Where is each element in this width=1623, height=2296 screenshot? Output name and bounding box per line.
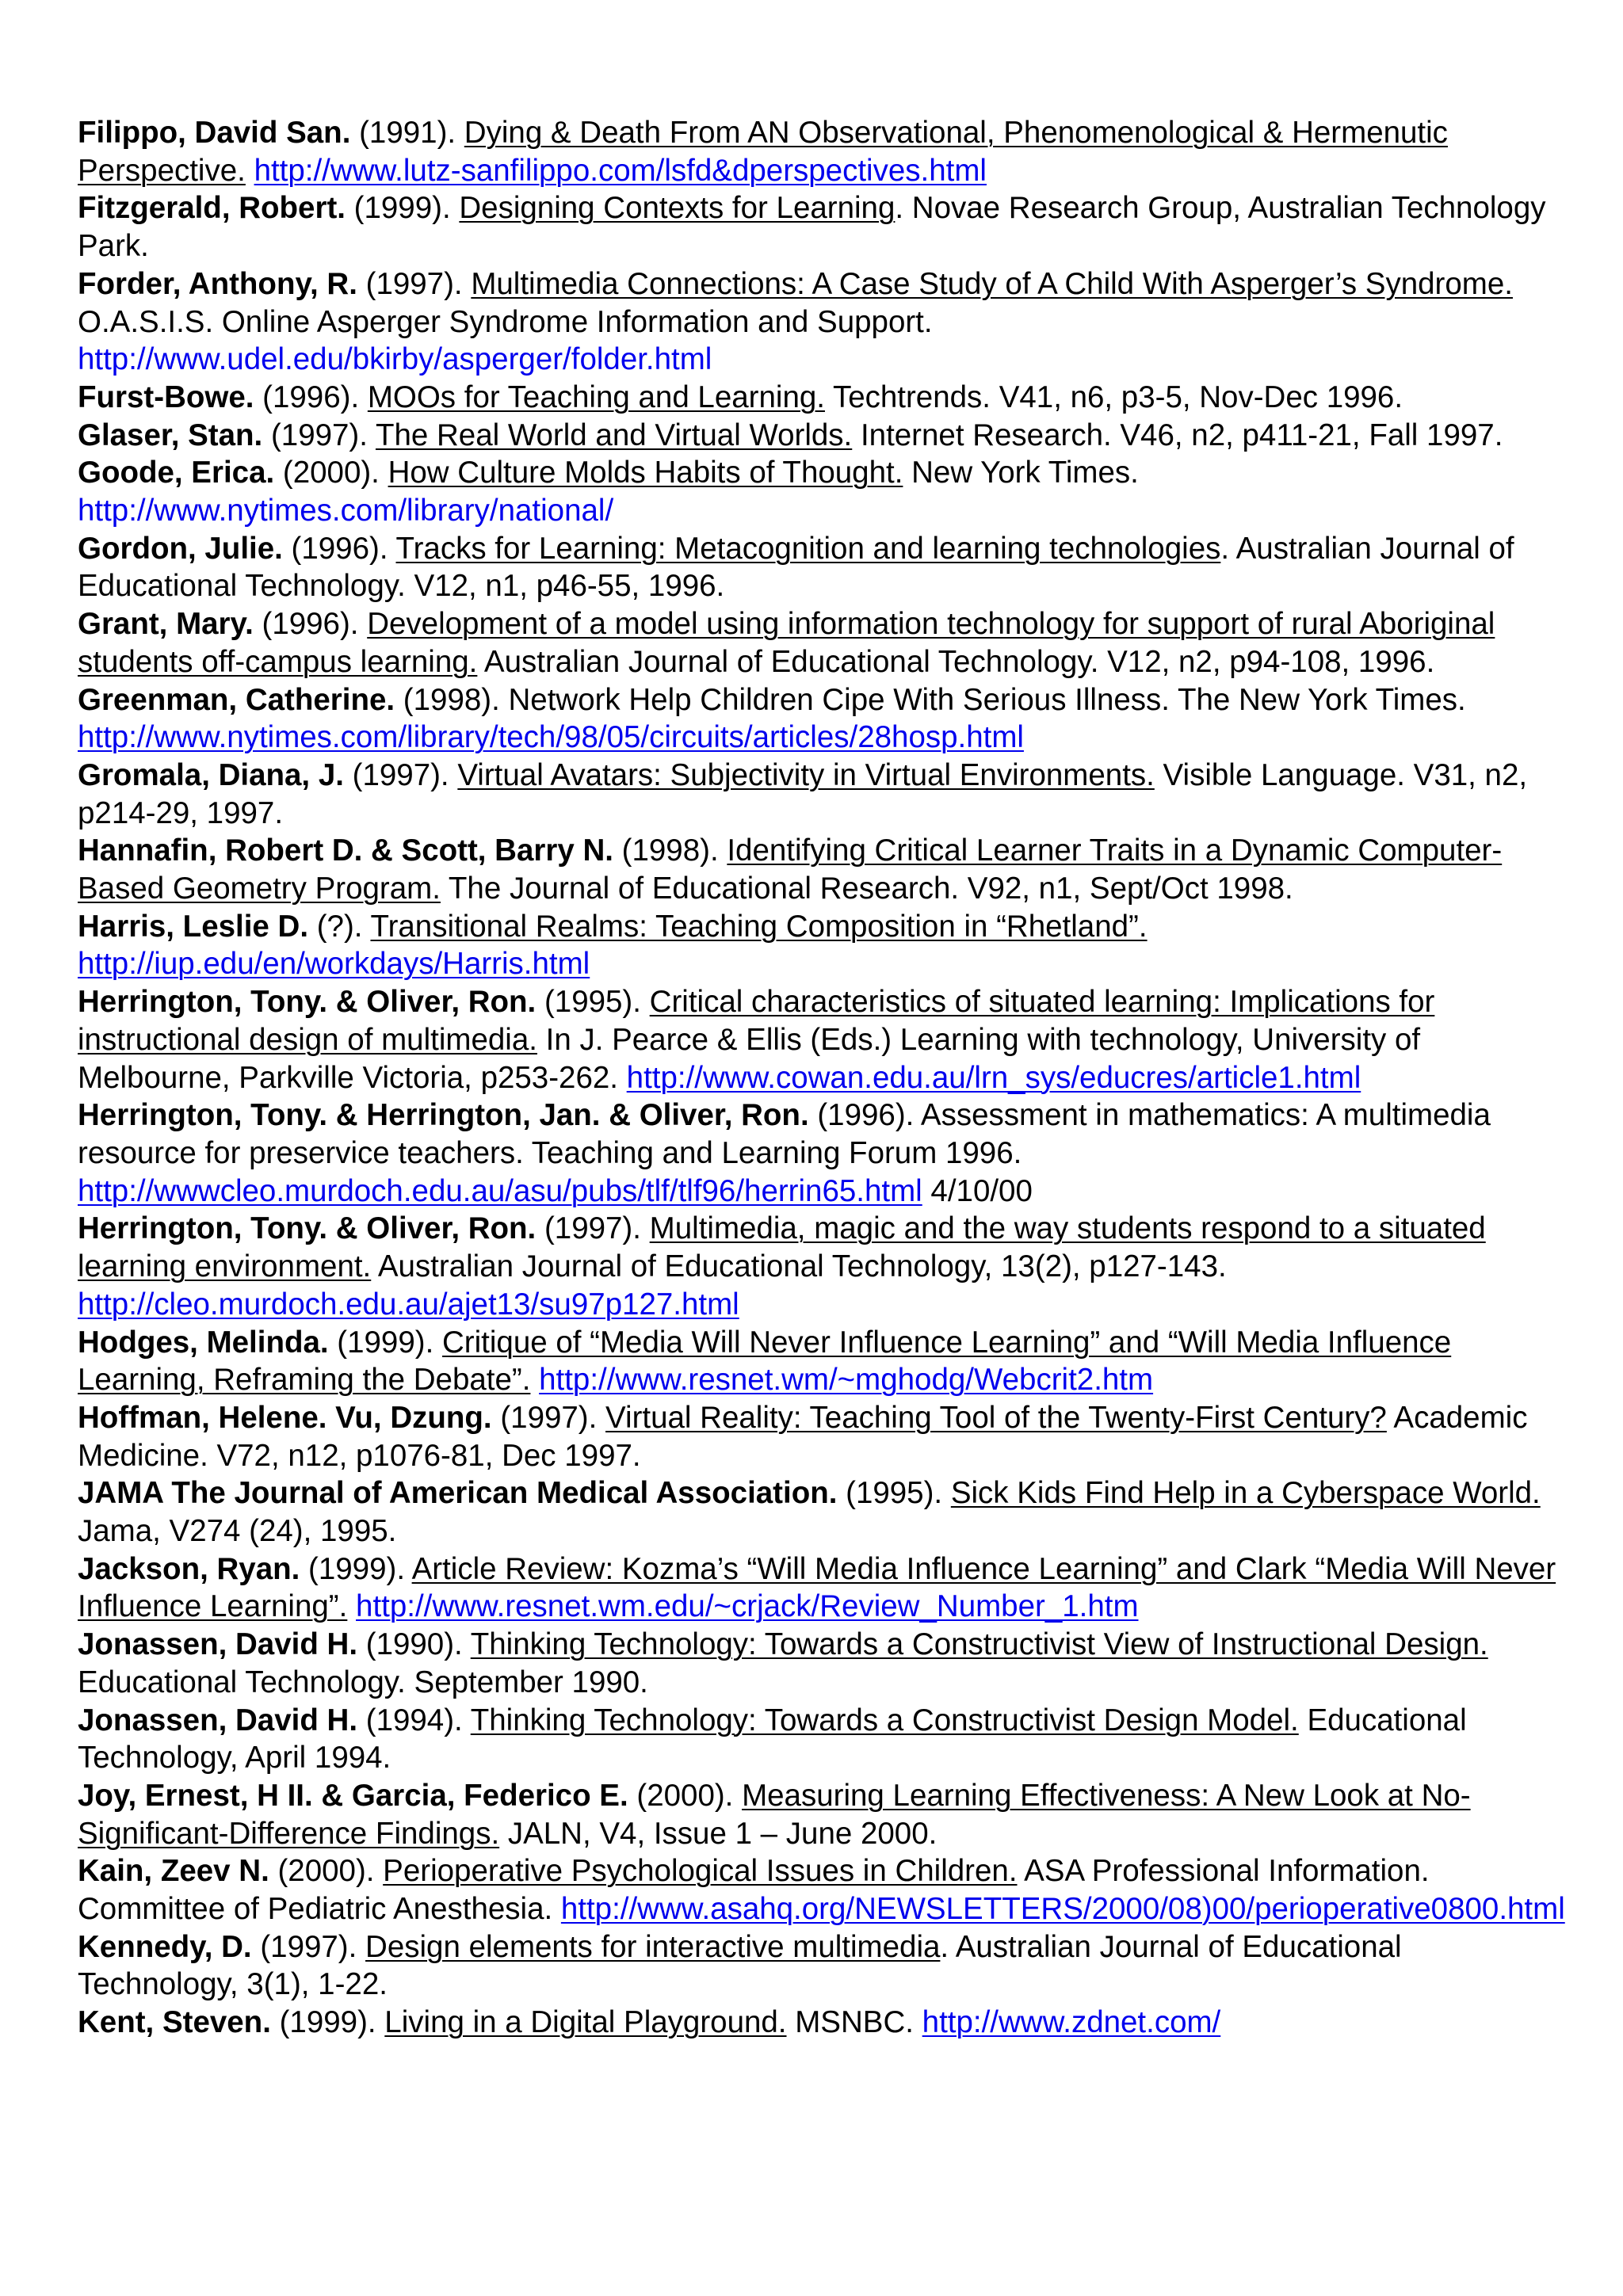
citation-text: (1999).: [328, 1325, 442, 1360]
citation-text: (1997).: [357, 266, 472, 301]
citation-title: Sick Kids Find Help in a Cyberspace World.: [950, 1476, 1541, 1511]
citation-title: MOOs for Teaching and Learning.: [367, 379, 825, 414]
reference-link[interactable]: http://iup.edu/en/workdays/Harris.html: [78, 947, 590, 982]
citation-text: Visible Language. V31, n2, p214-29, 1997.: [78, 757, 1528, 830]
citation-text: (1995).: [536, 985, 650, 1020]
reference-entry: [78, 681, 1568, 757]
citation-text: (1997).: [491, 1400, 606, 1435]
author-name: Grant, Mary.: [78, 607, 254, 642]
citation-text: [530, 1363, 539, 1397]
reference-link[interactable]: http://www.resnet.wm.edu/~crjack/Review_Number_1.htm: [356, 1589, 1139, 1624]
citation-text: [347, 1589, 356, 1623]
citation-text: (1999).: [300, 1551, 412, 1586]
citation-title: Multimedia Connections: A Case Study of A Child With Asperger’s Syndrome.: [471, 266, 1513, 301]
author-name: Forder, Anthony, R.: [78, 266, 357, 301]
author-name: Kent, Steven.: [78, 2005, 271, 2040]
citation-title: Measuring Learning Effectiveness: A New Look at No-Significant-Difference Findings.: [78, 1778, 1471, 1851]
citation-text: MSNBC.: [786, 2005, 922, 2040]
author-name: Furst-Bowe.: [78, 379, 254, 414]
reference-entry: [78, 1399, 1568, 1474]
reference-entry: [78, 908, 1568, 983]
citation-title: Designing Contexts for Learning: [459, 191, 896, 226]
author-name: Jonassen, David H.: [78, 1627, 358, 1662]
citation-title: Multimedia, magic and the way students respond to a situated learning environment.: [78, 1211, 1486, 1284]
citation-text: JALN, V4, Issue 1 – June 2000.: [499, 1816, 938, 1851]
author-name: Herrington, Tony. & Oliver, Ron.: [78, 1211, 537, 1246]
citation-title: How Culture Molds Habits of Thought.: [388, 456, 903, 490]
citation-title: Thinking Technology: Towards a Constructivist Design Model.: [470, 1703, 1299, 1737]
reference-link[interactable]: http://cleo.murdoch.edu.au/ajet13/su97p127.html: [78, 1287, 739, 1322]
reference-link[interactable]: http://www.nytimes.com/library/national/: [78, 494, 614, 528]
reference-entry: [78, 114, 1568, 189]
citation-title: Virtual Avatars: Subjectivity in Virtual Environments.: [457, 757, 1155, 792]
reference-entry: [78, 1777, 1568, 1852]
author-name: Filippo, David San.: [78, 116, 351, 150]
author-name: Gromala, Diana, J.: [78, 757, 344, 792]
author-name: Herrington, Tony. & Herrington, Jan. & Oliver, Ron.: [78, 1098, 809, 1133]
author-name: Glaser, Stan.: [78, 418, 263, 452]
reference-link[interactable]: http://wwwcleo.murdoch.edu.au/asu/pubs/tlf/tlf96/herrin65.html: [78, 1173, 922, 1208]
citation-text: ASA Professional Information. Committee of Pediatric Anesthesia.: [78, 1854, 1430, 1927]
citation-title: Tracks for Learning: Metacognition and learning technologies: [395, 531, 1221, 566]
citation-text: [246, 154, 254, 188]
author-name: Herrington, Tony. & Oliver, Ron.: [78, 985, 537, 1020]
citation-text: (1996).: [253, 607, 368, 642]
citation-text: Internet Research. V46, n2, p411-21, Fall 1997.: [852, 418, 1503, 452]
citation-title: The Real World and Virtual Worlds.: [375, 418, 853, 452]
citation-text: In J. Pearce & Ellis (Eds.) Learning with technology, University of Melbourne, Parkville Victoria, p253-262.: [78, 1022, 1421, 1095]
citation-text: (1996). Assessment in mathematics: A multimedia resource for preservice teachers. Teaching and Learning Forum 1996.: [78, 1098, 1491, 1170]
citation-text: (1999).: [345, 191, 460, 226]
reference-entry: [78, 1928, 1568, 2004]
citation-title: Development of a model using information technology for support of rural Aboriginal students off-campus learning.: [78, 607, 1495, 679]
citation-text: (1997).: [536, 1211, 650, 1246]
citation-text: (1998).: [613, 833, 727, 868]
citation-title: Virtual Reality: Teaching Tool of the Twenty-First Century?: [605, 1400, 1387, 1435]
citation-text: . Novae Research Group, Australian Technology Park.: [78, 191, 1546, 264]
citation-text: (1995).: [837, 1476, 951, 1511]
reference-link[interactable]: http://www.nytimes.com/library/tech/98/05/circuits/articles/28hosp.html: [78, 720, 1024, 755]
author-name: Kennedy, D.: [78, 1929, 252, 1964]
reference-list: [78, 114, 1568, 2042]
reference-link[interactable]: http://www.asahq.org/NEWSLETTERS/2000/08)00/perioperative0800.html: [560, 1892, 1565, 1927]
citation-text: (1999).: [270, 2005, 385, 2040]
reference-link[interactable]: http://www.udel.edu/bkirby/asperger/folder.html: [78, 342, 712, 377]
reference-entry: [78, 983, 1568, 1097]
author-name: Hoffman, Helene. Vu, Dzung.: [78, 1400, 492, 1435]
citation-text: Jama, V274 (24), 1995.: [78, 1514, 397, 1549]
reference-entry: [78, 417, 1568, 455]
citation-title: Dying & Death From AN Observational, Phenomenological & Hermenutic Perspective.: [78, 116, 1448, 188]
citation-text: Academic Medicine. V72, n12, p1076-81, Dec 1997.: [78, 1400, 1528, 1473]
reference-entry: [78, 1550, 1568, 1626]
reference-entry: [78, 605, 1568, 681]
citation-text: (1998). Network Help Children Cipe With Serious Illness. The New York Times.: [395, 682, 1466, 717]
reference-entry: [78, 1626, 1568, 1701]
author-name: Hodges, Melinda.: [78, 1325, 329, 1360]
reference-entry: [78, 1210, 1568, 1323]
reference-entry: [78, 757, 1568, 832]
citation-text: (1996).: [282, 531, 396, 566]
citation-text: Educational Technology. September 1990.: [78, 1665, 648, 1699]
citation-text: (1997).: [251, 1929, 366, 1964]
citation-text: New York Times.: [903, 456, 1139, 490]
citation-text: 4/10/00: [922, 1173, 1033, 1208]
citation-text: Techtrends. V41, n6, p3-5, Nov-Dec 1996.: [824, 379, 1403, 414]
author-name: Greenman, Catherine.: [78, 682, 395, 717]
citation-text: Australian Journal of Educational Technology, 13(2), p127-143.: [371, 1249, 1227, 1284]
author-name: Fitzgerald, Robert.: [78, 191, 346, 226]
citation-title: Article Review: Kozma’s “Will Media Influence Learning” and Clark “Media Will Never Influence Learning”.: [78, 1551, 1556, 1624]
author-name: Hannafin, Robert D. & Scott, Barry N.: [78, 833, 613, 868]
citation-text: (1994).: [357, 1703, 471, 1737]
citation-title: Thinking Technology: Towards a Constructivist View of Instructional Design.: [470, 1627, 1488, 1662]
citation-text: (1996).: [254, 379, 368, 414]
citation-text: . Australian Journal of Educational Technology. V12, n1, p46-55, 1996.: [78, 531, 1514, 604]
author-name: Kain, Zeev N.: [78, 1854, 269, 1889]
citation-text: (1991).: [350, 116, 464, 150]
author-name: Goode, Erica.: [78, 456, 275, 490]
citation-text: (1997).: [343, 757, 458, 792]
reference-entry: [78, 832, 1568, 907]
citation-text: (2000).: [269, 1854, 384, 1889]
reference-entry: [78, 379, 1568, 417]
reference-entry: [78, 454, 1568, 529]
reference-entry: [78, 265, 1568, 379]
author-name: JAMA The Journal of American Medical Association.: [78, 1476, 838, 1511]
reference-entry: [78, 1474, 1568, 1550]
reference-entry: [78, 1324, 1568, 1399]
author-name: Jackson, Ryan.: [78, 1551, 300, 1586]
citation-title: Transitional Realms: Teaching Composition in “Rhetland”.: [370, 909, 1148, 944]
citation-text: Educational Technology, April 1994.: [78, 1703, 1467, 1775]
citation-text: (2000).: [274, 456, 388, 490]
citation-title: Identifying Critical Learner Traits in a Dynamic Computer-Based Geometry Program.: [78, 833, 1503, 906]
reference-link[interactable]: http://www.lutz-sanfilippo.com/lsfd&dperspectives.html: [254, 153, 987, 188]
citation-title: Perioperative Psychological Issues in Children.: [383, 1854, 1018, 1889]
author-name: Jonassen, David H.: [78, 1703, 358, 1737]
citation-text: (2000).: [628, 1778, 743, 1813]
reference-entry: [78, 2004, 1568, 2042]
citation-title: Critique of “Media Will Never Influence Learning” and “Will Media Influence Learning, Reframing the Debate”.: [78, 1325, 1452, 1398]
citation-title: Design elements for interactive multimedia: [365, 1929, 941, 1964]
citation-title: Living in a Digital Playground.: [384, 2005, 787, 2040]
reference-entry: [78, 1097, 1568, 1210]
citation-text: . Australian Journal of Educational Technology, 3(1), 1-22.: [78, 1929, 1402, 2002]
author-name: Gordon, Julie.: [78, 531, 283, 566]
reference-entry: [78, 189, 1568, 265]
citation-text: O.A.S.I.S. Online Asperger Syndrome Information and Support.: [78, 304, 933, 339]
reference-link[interactable]: http://www.cowan.edu.au/lrn_sys/educres/article1.html: [626, 1060, 1361, 1095]
reference-entry: [78, 1702, 1568, 1777]
citation-text: (1990).: [357, 1627, 471, 1662]
citation-text: Australian Journal of Educational Technology. V12, n2, p94-108, 1996.: [477, 644, 1435, 679]
reference-link[interactable]: http://www.zdnet.com/: [922, 2005, 1221, 2040]
reference-entry: [78, 1852, 1568, 1928]
citation-title: Critical characteristics of situated learning: Implications for instructional design of multimedia.: [78, 985, 1435, 1057]
reference-entry: [78, 530, 1568, 605]
reference-link[interactable]: http://www.resnet.wm/~mghodg/Webcrit2.htm: [539, 1363, 1154, 1398]
citation-text: (1997).: [262, 418, 376, 452]
author-name: Harris, Leslie D.: [78, 909, 309, 944]
citation-text: (?).: [308, 909, 371, 944]
author-name: Joy, Ernest, H II. & Garcia, Federico E.: [78, 1778, 628, 1813]
citation-text: The Journal of Educational Research. V92, n1, Sept/Oct 1998.: [440, 871, 1293, 906]
